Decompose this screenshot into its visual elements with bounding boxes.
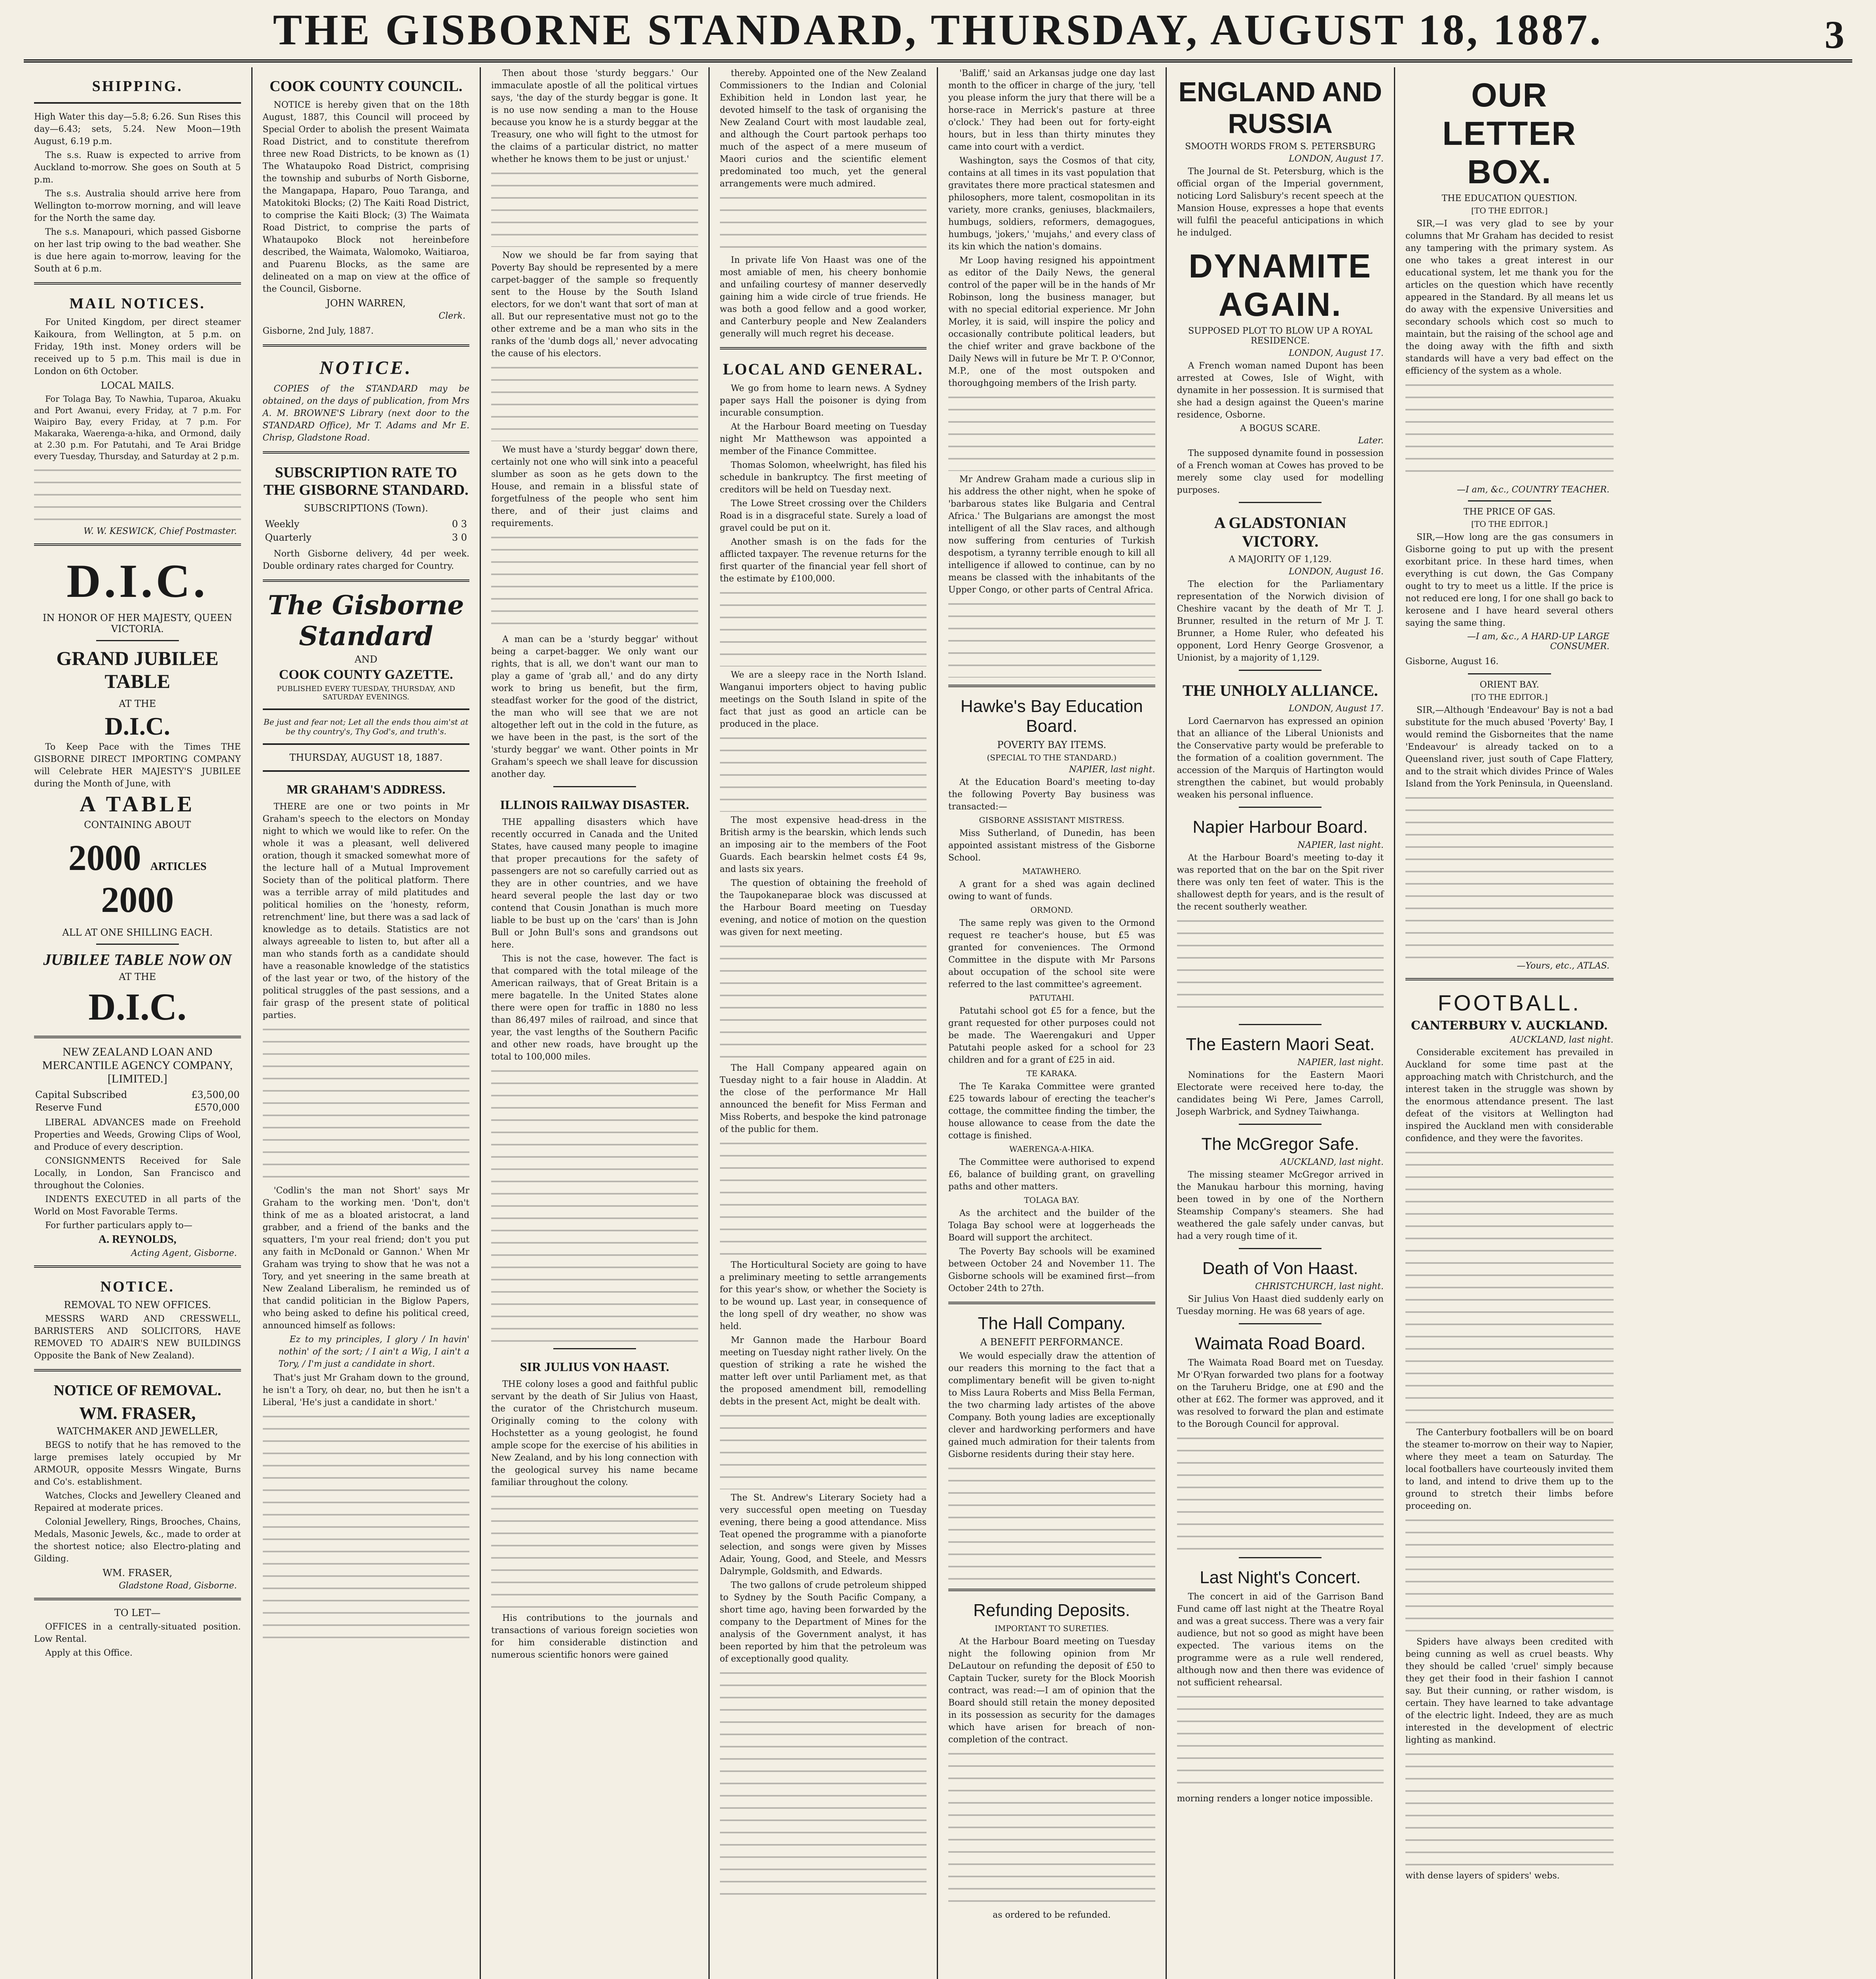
article-paragraph: Washington, says the Cosmos of that city, contains at all times in its vast population that gravitates there more practical statesmen and philosophers, more talent, cosmopolitan in its variety, more cranks, geniuses, blackmailers, humbugs, soldiers, reformers, demagogues, humbugs, 'jokers,' 'mujahs,' and every class of its kin which the nation's domains.: [948, 156, 1155, 252]
napier-harbour-heading: Napier Harbour Board.: [1192, 817, 1368, 837]
dateline: LONDON, August 16.: [1289, 567, 1384, 577]
orient-heading: ORIENT BAY.: [1479, 680, 1539, 690]
council-date: Gisborne, 2nd July, 1887.: [262, 326, 374, 336]
letter-paragraph: SIR,—Although 'Endeavour' Bay is not a bad substitute for the much abused 'Poverty' Bay, I would remind the Gisborneites that the name 'Endeavour' is already tacked on to a Queensland river, just south of Cape Flattery, and to the strait which divides Prince of Wales Island from the York Peninsula, in Queensland.: [1405, 705, 1614, 789]
dic-footer: D.I.C.: [88, 986, 187, 1028]
dateline: NAPIER, last night.: [1297, 1058, 1384, 1067]
and-label: AND: [354, 654, 378, 665]
letter-box-heading: OUR LETTER BOX.: [1442, 76, 1577, 190]
dateline: Later.: [1358, 436, 1384, 446]
postmaster-signature: W. W. KESWICK, Chief Postmaster.: [84, 526, 237, 536]
article-paragraph: 'Baliff,' said an Arkansas judge one day last month to the officer in charge of the jury, 'tell you please inform the jury that there will be a horse-race in Merrick's pasture at three o'clock.' They had been out for forty-eight hours, but in less than thirty minutes they came into court with a verdict.: [948, 68, 1155, 152]
warren-name: JOHN WARREN,: [326, 298, 406, 309]
weekly-value: 0 3: [452, 518, 467, 530]
dateline: NAPIER, last night.: [1297, 840, 1384, 850]
news-paragraph: At the Harbour Board's meeting to-day it was reported that on the bar on the Spit river there was only ten feet of water. This is the shallowest depth for years, and is the result of the recent southerly weather.: [1177, 853, 1384, 912]
at-the-label: AT THE: [119, 698, 156, 709]
haast-heading: SIR JULIUS VON HAAST.: [520, 1360, 669, 1374]
edu-paragraph: As the architect and the builder of the Tolaga Bay school were at loggerheads the Board will support the architect.: [948, 1208, 1155, 1243]
subscription-label: SUBSCRIPTIONS (Town).: [304, 503, 428, 514]
spiders-paragraph: Spiders have always been credited with being cunning as well as cruel beasts. Why they should be called 'cruel' simply because they get their food in their fashion I cannot say. But their cunning, or rather wisdom, is certain. They have learned to take advantage of the electric light. Indeed, they are as much interested in the development of electric lighting as mankind.: [1405, 1637, 1614, 1745]
edu-paragraph: Patutahi school got £5 for a fence, but the grant requested for other purposes could not be made. The Waerengakuri and Upper Patutahi people asked for a school for 23 children and for a grant of £25 in aid.: [948, 1006, 1155, 1065]
edu-paragraph: The Te Karaka Committee were granted £25 towards labour of erecting the teacher's cottage, the committee finding the timber, the house allowance to cease from the date the cottage is finished.: [948, 1082, 1155, 1141]
shipping-paragraph: The s.s. Manapouri, which passed Gisborne on her last trip owing to the bad weather. She is due here again to-morrow, leaving for the South at 6 p.m.: [34, 227, 241, 274]
section-label: ORMOND.: [1030, 905, 1073, 915]
hawkes-bay-heading: Hawke's Bay Education Board.: [960, 697, 1143, 736]
local-paragraph: We go from home to learn news. A Sydney paper says Hall the poisoner is dying from incurable consumption.: [720, 384, 927, 418]
dic-subheading: D.I.C.: [104, 712, 170, 740]
capital-value: £3,500,00: [191, 1089, 240, 1100]
local-paragraph: Mr Gannon made the Harbour Board meeting on Tuesday night rather lively. On the question of striking a rate he wished the matter left over until Parliament met, as that the proposed amendment bill, remodelling debts in the present Act, might be dealt with.: [720, 1335, 927, 1407]
offices-paragraph: OFFICES in a centrally-situated position. Low Rental.: [34, 1622, 241, 1644]
illinois-heading: ILLINOIS RAILWAY DISASTER.: [500, 798, 689, 812]
masthead: [24, 0, 1852, 63]
special-label: (SPECIAL TO THE STANDARD.): [987, 753, 1117, 762]
local-paragraph: We are a sleepy race in the North Island. Wanganui importers object to having public meetings on the South Island in spite of the fact that just as good an article can be produced in the place.: [720, 670, 927, 729]
letter-signature: —I am, &c., COUNTRY TEACHER.: [1456, 485, 1610, 495]
dateline: AUCKLAND, last night.: [1280, 1157, 1384, 1167]
council-heading: COOK COUNTY COUNCIL.: [270, 78, 463, 95]
hall-company-heading: The Hall Company.: [978, 1314, 1126, 1333]
to-editor-label: [TO THE EDITOR.]: [1471, 692, 1548, 702]
shipping-text: High Water this day—5.8; 6.26. Sun Rises this day—6.43; sets, 5.24. New Moon—19th August, 6.19 p.m.: [34, 112, 241, 146]
graham-paragraph: That's just Mr Graham down to the ground, he isn't a Tory, oh dear, no, but then he isn't a Liberal, 'He's just a candidate in short.': [262, 1373, 469, 1407]
notice-removal-heading: NOTICE OF REMOVAL.: [53, 1382, 221, 1399]
further-paragraph: For further particulars apply to—: [45, 1221, 193, 1231]
unholy-heading: THE UNHOLY ALLIANCE.: [1182, 682, 1378, 699]
mail-paragraph: For United Kingdom, per direct steamer Kaikoura, from Wellington, at 5 p.m. on Friday, 19th inst. Money orders will be received up to 5 p.m. This mail is due in London on 6th October.: [34, 317, 241, 376]
to-editor-label: [TO THE EDITOR.]: [1471, 206, 1548, 215]
north-delivery: North Gisborne delivery, 4d per week. Double ordinary rates charged for Country.: [262, 549, 469, 571]
dic-heading: D.I.C.: [66, 555, 209, 607]
table-heading: A TABLE: [80, 792, 196, 817]
news-paragraph: The Journal de St. Petersburg, which is the official organ of the Imperial government, noticing Lord Salisbury's recent speech at the Mansion House, expresses a hope that events will fulfil the peaceful anticipations in which he indulged.: [1177, 167, 1384, 238]
refund-end: as ordered to be refunded.: [993, 1910, 1111, 1920]
published-line: PUBLISHED EVERY TUESDAY, THURSDAY, AND SATURDAY EVENINGS.: [277, 685, 455, 701]
local-paragraph: The two gallons of crude petroleum shipped to Sydney by the South Pacific Company, a short time ago, having been forwarded by the company to the Department of Mines for the analysis of the Government analyst, it has been reported by him that the petroleum was of exceptionally good quality.: [720, 1580, 927, 1664]
letter-paragraph: SIR,—How long are the gas consumers in Gisborne going to put up with the present exorbitant price. In these hard times, when everything is cut down, the Gas Company ought to try to meet us a little. If the price is not reduced ere long, I for one shall go back to kerosene and I have heard several others saying the same thing.: [1405, 532, 1614, 628]
article-paragraph: We must have a 'sturdy beggar' down there, certainly not one who will sink into a peaceful slumber as soon as he gets down to the House, and remain in a blissful state of forgetfulness of the people who sent him there, and of their just claims and requirements.: [491, 445, 698, 528]
refund-heading: Refunding Deposits.: [973, 1601, 1130, 1620]
capital-table: [34, 1088, 241, 1114]
watches-paragraph: Watches, Clocks and Jewellery Cleaned and Repaired at moderate prices.: [34, 1491, 241, 1513]
letter-paragraph: SIR,—I was very glad to see by your columns that Mr Graham has decided to resist any tampering with the primary system. As one who takes a great interest in our educational system, let me thank you for the articles on the question which have recently appeared in the Standard. By all means let us do away with the expensive Universities and secondary schools which cost so much to maintain, but the raising of the school age and the doing away with the fifth and sixth standards will have a very bad effect on the efficiency of the system as a whole.: [1405, 219, 1614, 376]
edu-paragraph: A grant for a shed was again declined owing to want of funds.: [948, 879, 1155, 902]
messrs-paragraph: MESSRS WARD AND CRESSWELL, BARRISTERS AND SOLICITORS, HAVE REMOVED TO ADAIR'S NEW BUILDINGS Opposite the Bank of New Zealand).: [34, 1314, 241, 1361]
local-paragraph: The most expensive head-dress in the British army is the bearskin, which lends such an imposing air to the members of the Foot Guards. Each bearskin helmet costs £4 9s, and lasts six years.: [720, 815, 927, 874]
clerk-label: Clerk.: [439, 311, 465, 321]
columns: [24, 67, 1852, 1979]
napier-dateline: NAPIER, last night.: [1069, 765, 1155, 775]
poem: Ez to my principles, I glory / In havin' nothin' of the sort; / I ain't a Wig, I ain't a Tory, / I'm just a candidate in short.: [278, 1335, 469, 1369]
column-6: [1167, 67, 1396, 1979]
shipping-paragraph: The s.s. Australia should arrive here from Wellington to-morrow morning, and will leave for the North the same day.: [34, 189, 241, 223]
watchmaker-line: WATCHMAKER AND JEWELLER,: [57, 1426, 218, 1437]
news-paragraph: The election for the Parliamentary representation of the Norwich division of Cheshire vacant by the death of Mr T. J. Brunner, resulted in the return of Mr J. T. Brunner, a Home Ruler, who defeated his opponent, Lord Henry George Grosvenor, a Unionist, by a majority of 1,129.: [1177, 579, 1384, 663]
letter-signature: —Yours, etc., ATLAS.: [1517, 961, 1610, 971]
section-label: WAERENGA-A-HIKA.: [1009, 1144, 1094, 1154]
edu-paragraph: The Poverty Bay schools will be examined between October 24 and November 11. The Gisborne schools will be examined first—from October 24th to 27th.: [948, 1247, 1155, 1293]
local-paragraph: The St. Andrew's Literary Society had a very successful open meeting on Tuesday evening, there being a good attendance. Miss Teat opened the programme with a pianoforte selection, and songs were given by Misses Adair, Young, Good, and Steele, and Messrs Dalrymple, Goldsmith, and Edwards.: [720, 1493, 927, 1576]
illinois-paragraph: THE appalling disasters which have recently occurred in Canada and the United States, have caused many people to imagine that proper precautions for the safety of passengers are not so carefully carried out as they are in other countries, and we have heard several people the last day or two contend that Cousin Jonathan is much more liable to be bust up on the 'cars' than is John Bull or John Bull's sons and grandsons out here.: [491, 817, 698, 950]
waimata-heading: Waimata Road Board.: [1195, 1334, 1366, 1353]
copies-paragraph: COPIES of the STANDARD may be obtained, on the days of publication, from Mrs A. M. BROWNE'S Library (next door to the STANDARD Office), Mr T. Adams and Mr E. Chrisp, Gladstone Road.: [262, 384, 469, 443]
edu-paragraph: Miss Sutherland, of Dunedin, has been appointed assistant mistress of the Gisborne School.: [948, 828, 1155, 863]
local-paragraph: The Horticultural Society are going to have a preliminary meeting to settle arrangements for this year's show, or whether the Society is to be wound up. Last year, in consequence of the long spell of dry weather, no show was held.: [720, 1260, 927, 1331]
concert-heading: Last Night's Concert.: [1200, 1568, 1361, 1587]
section-label: MATAWHERO.: [1022, 866, 1081, 876]
local-paragraph: The Hall Company appeared again on Tuesday night to a fair house in Aladdin. At the close of the performance Mr Hall announced the benefit for Miss Ferman and Miss Roberts, and bespoke the kind patronage of the public for them.: [720, 1063, 927, 1134]
colonial-paragraph: Colonial Jewellery, Rings, Brooches, Chains, Medals, Masonic Jewels, &c., made to order at the shortest notice; also Electro-plating and Gilding.: [34, 1517, 241, 1564]
masthead-title: THE GISBORNE STANDARD, THURSDAY, AUGUST 18, 1887.: [273, 5, 1603, 54]
article-paragraph: Then about those 'sturdy beggars.' Our immaculate apostle of all the political virtues says, 'the day of the sturdy beggar is gone. It is no use now sending a man to the House because you know he is a sturdy beggar at the Treasury, one who will fight to the utmost for the claims of a particular district, no matter whether he knows them to be just or unjust.': [491, 68, 698, 164]
quarterly-value: 3 0: [452, 532, 467, 543]
column-1: [24, 67, 253, 1979]
notice-heading: NOTICE.: [100, 1278, 175, 1295]
edu-paragraph: The Committee were authorised to expend £6, balance of building grant, on gravelling paths and other matters.: [948, 1157, 1155, 1192]
containing-label: CONTAINING ABOUT: [84, 819, 191, 830]
concert-end: morning renders a longer notice impossible.: [1177, 1794, 1373, 1804]
column-4: [710, 67, 938, 1979]
majority-label: A MAJORITY OF 1,129.: [1229, 555, 1332, 564]
subscription-heading: SUBSCRIPTION RATE TO THE GISBORNE STANDARD.: [263, 464, 469, 498]
council-paragraph: NOTICE is hereby given that on the 18th August, 1887, this Council will proceed by Special Order to abolish the present Waimata Road District, and to constitute therefrom three new Road Districts, to be known as (1) The Whataupoko Road District, comprising the township and suburbs of North Gisborne, the Mangapapa, Haparo, Pouo Taranga, and Matokitoki Blocks; (2) The Kaiti Road District, to comprise the Kaiti Block; (3) The Waimata Road District, to comprise the parts of Whataupoko Block not hereinbefore described, the Waimata, Walomoko, Waitiaroa, and Puarenu Blocks, as the same are delineated on a map on view at the office of the Council, Gisborne.: [262, 100, 469, 294]
at-the-label: AT THE: [119, 971, 156, 982]
education-question: THE EDUCATION QUESTION.: [1441, 194, 1577, 203]
maori-seat-heading: The Eastern Maori Seat.: [1186, 1035, 1375, 1054]
indents-paragraph: INDENTS EXECUTED in all parts of the World on Most Favorable Terms.: [34, 1195, 241, 1217]
to-let-label: TO LET—: [114, 1607, 161, 1618]
england-russia-sub: SMOOTH WORDS FROM S. PETERSBURG: [1185, 142, 1376, 152]
notice2-heading: NOTICE.: [319, 357, 413, 378]
shipping-heading: SHIPPING.: [92, 78, 183, 95]
news-paragraph: Nominations for the Eastern Maori Electorate were received here to-day, the candidates being Wi Pere, James Carroll, Joseph Warbrick, and Sydney Taiwhanga.: [1177, 1070, 1384, 1117]
article-paragraph: In private life Von Haast was one of the most amiable of men, his cheery bonhomie and unfailing courtesy of manner deservedly gaining him a wide circle of true friends. He was both a good fellow and a good worker, and Canterbury people and New Zealanders generally will much regret his decease.: [720, 255, 927, 339]
letter-signature: —I am, &c., A HARD-UP LARGE CONSUMER.: [1467, 632, 1610, 651]
news-paragraph: The supposed dynamite found in possession of a French woman at Cowes has proved to be merely some clay used for modelling purposes.: [1177, 448, 1384, 495]
removal-line: REMOVAL TO NEW OFFICES.: [64, 1299, 211, 1310]
football-paragraph: Considerable excitement has prevailed in Auckland for some time past at the approaching match with Christchurch, and the interest taken in the struggle was shown by the enormous attendance present. The last defeat of the visitors at Wellington had inspired the Auckland men with considerable confidence, and they were the favorites.: [1405, 1048, 1614, 1143]
mcgregor-heading: The McGregor Safe.: [1201, 1134, 1360, 1154]
motto: Be just and fear not; Let all the ends thou aim'st at be thy country's, Thy God's, and truth's.: [264, 717, 469, 736]
letter-date: Gisborne, August 16.: [1405, 657, 1499, 667]
haast-paragraph: His contributions to the journals and transactions of various foreign societies won for him considerable distinction and numerous scientific honors were gained: [491, 1613, 698, 1660]
dynamite-sub: SUPPOSED PLOT TO BLOW UP A ROYAL RESIDENCE.: [1188, 326, 1373, 346]
articles-number: 2000: [101, 879, 174, 920]
articles-label: ARTICLES: [150, 860, 207, 873]
reserve-value: £570,000: [194, 1102, 240, 1113]
articles-number: 2000: [68, 838, 141, 878]
refund-subheading: IMPORTANT TO SURETIES.: [995, 1624, 1109, 1633]
news-paragraph: Sir Julius Von Haast died suddenly early on Tuesday morning. He was 68 years of age.: [1177, 1294, 1384, 1316]
reynolds-name: A. REYNOLDS,: [98, 1233, 177, 1246]
column-3: [481, 67, 710, 1979]
article-paragraph: thereby. Appointed one of the New Zealand Commissioners to the Indian and Colonial Exhibition held in London last year, he devoted himself to the task of organising the New Zealand Court with most laudable zeal, and although the Court partook perhaps too much of the aspect of a mere museum of Maori curios and the scientific element predominated too much, yet the general arrangements were much admired.: [720, 68, 927, 189]
gazette-title: COOK COUNTY GAZETTE.: [279, 667, 453, 682]
dateline: CHRISTCHURCH, last night.: [1255, 1282, 1384, 1291]
dynamite-heading: DYNAMITE AGAIN.: [1189, 247, 1372, 323]
date-line: THURSDAY, AUGUST 18, 1887.: [289, 752, 443, 763]
article-paragraph: Now we should be far from saying that Poverty Bay should be represented by a mere carpet-bagger of the sample so frequently sent to the House by the South Island electors, for we don't want that sort of man at all. But our representative must not go to the other extreme and be a man who sits in the ranks of the 'dumb dogs all,' never advocating the cause of his electors.: [491, 251, 698, 359]
match-heading: CANTERBURY V. AUCKLAND.: [1411, 1019, 1608, 1033]
mail-heading: MAIL NOTICES.: [69, 295, 205, 312]
haast-paragraph: THE colony loses a good and faithful public servant by the death of Sir Julius von Haast, the curator of the Christchurch museum. Originally coming to the colony with Hochstetter as a young geologist, he found ample scope for the exercise of his abilities in New Zealand, and by his long connection with the geological survey his name became familiar throughout the colony.: [491, 1379, 698, 1487]
liberal-paragraph: LIBERAL ADVANCES made on Freehold Properties and Weeds, Growing Clips of Wool, and Produce of every description.: [34, 1118, 241, 1152]
graham-paragraph: 'Codlin's the man not Short' says Mr Graham to the working men. 'Don't, don't think of me as a bloated aristocrat, a land grabber, and a friend of the banks and the squatters, I'm your real friend; don't you put any faith in McDonald or Gannon.' When Mr Graham was trying to show that he was not a Tory, and yet sneering in the same breath at New Zealand Liberalism, he reminded us of that candid politician in the Biglow Papers, who being asked to define his political creed, announced himself as follows:: [262, 1186, 469, 1331]
news-paragraph: A French woman named Dupont has been arrested at Cowes, Isle of Wight, with dynamite in her possession. It is surmised that she had a design against the Queen's marine residence, Osborne.: [1177, 361, 1384, 420]
local-paragraph: The question of obtaining the freehold of the Taupokaneparae block was discussed at the Harbour Board meeting on Tuesday evening, and notice of motion on the question was given for next meeting.: [720, 878, 927, 937]
weekly-label: Weekly: [265, 518, 300, 530]
keep-pace-paragraph: To Keep Pace with the Times THE GISBORNE DIRECT IMPORTING COMPANY will Celebrate HER MAJESTY'S JUBILEE during the Month of June, with: [34, 742, 241, 789]
graham-paragraph: THERE are one or two points in Mr Graham's speech to the electors on Monday night to which we would like to refer. On the whole it was a pleasant, well delivered oration, though it smacked somewhat more of the lecture hall of a Mutual Improvement Society than of the political platform. There was a terrible array of mild platitudes and political homilies on the 'honesty, reform, retrenchment' line, but there was a sad lack of knowledge as to details. Statistics are not always agreeable to listen to, but after all a man who stands forth as a candidate should have a reasonable knowledge of the statistics of the last year or two, of the history of the political struggles of the past sessions, and a fair grasp of the present state of political parties.: [262, 802, 469, 1020]
news-paragraph: The concert in aid of the Garrison Band Fund came off last night at the Theatre Royal and was a great success. There was a very fair audience, but not so good as might have been expected. The various items on the programme were as a rule well rendered, although now and then there was evidence of not sufficient rehearsal.: [1177, 1592, 1384, 1688]
fraser-paragraph: BEGS to notify that he has removed to the large premises lately occupied by Mr ARMOUR, opposite Messrs Wingate, Burns and Co's. establishment.: [34, 1440, 241, 1487]
page-number: 3: [1825, 13, 1844, 57]
shipping-paragraph: The s.s. Ruaw is expected to arrive from Auckland to-morrow. She goes on South at 5 p.m.: [34, 150, 241, 185]
edu-paragraph: At the Education Board's meeting to-day the following Poverty Bay business was transacted:—: [948, 777, 1155, 812]
benefit-heading: A BENEFIT PERFORMANCE.: [980, 1337, 1123, 1348]
mail-list: For Tolaga Bay, To Nawhia, Tuparoa, Akuaku and Port Awanui, every Friday, at 7 p.m. For Waipiro Bay, every Friday, at 7 p.m. For Makaraka, Waerenga-a-hika, and Ormond, daily at 2.30 p.m. For Patutahi, and Te Arai Bridge every Tuesday, Thursday, and Saturday at 2 p.m.: [34, 394, 241, 461]
england-russia-heading: ENGLAND AND RUSSIA: [1178, 76, 1382, 139]
news-paragraph: The missing steamer McGregor arrived in the Manukau harbour this morning, having been towed in by one of the Northern Steamship Company's steamers. She had weathered the gale safely under canvas, but had a very rough time of it.: [1177, 1170, 1384, 1241]
football-heading: FOOTBALL.: [1437, 990, 1581, 1015]
reserve-label: Reserve Fund: [35, 1102, 102, 1113]
refund-paragraph: At the Harbour Board meeting on Tuesday night the following opinion from Mr DeLautour on refunding the deposit of £50 to Captain Tucker, surety for the Block Moorish contract, was read:—I am of opinion that the Board should still retain the money deposited in its possession as security for the damages which have arisen for breach of non-completion of the contract.: [948, 1637, 1155, 1745]
honour-line: IN HONOR OF HER MAJESTY, QUEEN VICTORIA.: [42, 612, 232, 634]
apply-line: Apply at this Office.: [45, 1648, 133, 1658]
acting-agent: Acting Agent, Gisborne.: [131, 1248, 237, 1258]
news-paragraph: The Waimata Road Board met on Tuesday. Mr O'Ryan forwarded two plans for a footway on the Taruheru Bridge, one at £90 and the other at £62. The former was approved, and it was resolved to forward the plan and estimate to the Borough Council for approval.: [1177, 1358, 1384, 1429]
scare-label: A BOGUS SCARE.: [1240, 424, 1321, 433]
quarterly-label: Quarterly: [265, 532, 311, 543]
article-paragraph: A man can be a 'sturdy beggar' without being a carpet-bagger. We only want our rights, that is all, we don't want our man to play a game of 'grab all,' and do any dirty work to bring us benefit, but the firm, steadfast worker for the good of the district, the man who will see that we are not altogether left out in the cold in the future, as we have been in the past, is the sort of the 'sturdy beggar' we want. Other points in Mr Graham's speech we shall leave for discussion another day.: [491, 634, 698, 779]
section-label: TE KARAKA.: [1026, 1069, 1077, 1078]
local-paragraph: Another smash is on the fads for the afflicted taxpayer. The revenue returns for the first quarter of the financial year fell short of the estimate by £100,000.: [720, 537, 927, 584]
hall-paragraph: We would especially draw the attention of our readers this morning to the fact that a complimentary benefit will be given to-night to Miss Laura Roberts and Miss Bella Ferman, the two charming lady artistes of the above Company. Both young ladies are exceptionally clever and hardworking performers and have gained much admiration for their talents from Gisborne residents during their stay here.: [948, 1351, 1155, 1459]
haast-death-heading: Death of Von Haast.: [1202, 1259, 1358, 1278]
subscription-table: [263, 517, 470, 545]
section-label: GISBORNE ASSISTANT MISTRESS.: [979, 815, 1124, 825]
local-general-heading: LOCAL AND GENERAL.: [723, 360, 923, 378]
gladstonian-heading: A GLADSTONIAN VICTORY.: [1214, 514, 1346, 550]
section-label: PATUTAHI.: [1029, 993, 1075, 1003]
spiders-end: with dense layers of spiders' webs.: [1405, 1871, 1560, 1881]
illinois-paragraph: This is not the case, however. The fact is that compared with the total mileage of the American railways, that of Great Britain is a mere bagatelle. In the United States alone there were open for traffic in 1880 no less than 86,497 miles of railroad, and since that year, the vast lengths of the Southern Pacific and other new roads, have brought up the total to 100,000 miles.: [491, 954, 698, 1062]
dateline: AUCKLAND, last night.: [1510, 1035, 1614, 1045]
news-paragraph: Lord Caernarvon has expressed an opinion that an alliance of the Liberal Unionists and the Conservative party would be preferable to the formation of a coalition government. The accession of the Marquis of Hartington would strengthen the cabinet, but would probably weaken his personal influence.: [1177, 716, 1384, 800]
local-paragraph: The Lowe Street crossing over the Childers Road is in a disgraceful state. Surely a load of gravel could be put on it.: [720, 499, 927, 533]
fraser-signature: WM. FRASER,: [103, 1567, 173, 1578]
section-label: TOLAGA BAY.: [1024, 1195, 1080, 1205]
article-paragraph: Mr Andrew Graham made a curious slip in his address the other night, when he spoke of 'barbarous states like Bulgaria and Central Africa.' The Bulgarians are amongst the most intelligent of all the Slav races, and although now suffering from centuries of Turkish despotism, a tyranny terrible enough to kill all intelligence if allowed to continue, can by no means be classed with the inhabitants of the Upper Congo, or other parts of Central Africa.: [948, 475, 1155, 595]
dateline: LONDON, August 17.: [1289, 154, 1384, 164]
dateline: LONDON, August 17.: [1289, 704, 1384, 714]
poverty-bay-heading: POVERTY BAY ITEMS.: [997, 739, 1107, 750]
consign-paragraph: CONSIGNMENTS Received for Sale Locally, in London, San Francisco and throughout the Colonies.: [34, 1156, 241, 1191]
column-2: [253, 67, 481, 1979]
article-paragraph: Mr Loop having resigned his appointment as editor of the Daily News, the general control of the paper will be in the hands of Mr Robinson, long the business manager, but with no special editorial experience. Mr John Morley, it is said, will inspire the policy and occasionally contribute political leaders, but the chief writer and grave backbone of the Daily News will in future be Mr T. P. O'Connor, M.P., one of the most outspoken and thoroughgoing members of the Irish party.: [948, 256, 1155, 388]
edu-paragraph: The same reply was given to the Ormond request re teacher's house, but £5 was granted for conveniences. The Ormond Committee in the dispute with Mr Parsons about occupation of the school site were referred to the last committee's agreement.: [948, 918, 1155, 990]
articles-count: [34, 837, 241, 921]
fraser-address: Gladstone Road, Gisborne.: [119, 1581, 237, 1591]
graham-heading: MR GRAHAM'S ADDRESS.: [287, 782, 446, 796]
football-paragraph: The Canterbury footballers will be on board the steamer to-morrow on their way to Napier, where they meet a team on Saturday. The local footballers have courteously invited them to land, and intend to drive them up to the ground to stretch their limbs before proceeding on.: [1405, 1428, 1614, 1511]
to-editor-label: [TO THE EDITOR.]: [1471, 519, 1548, 529]
capital-label: Capital Subscribed: [35, 1089, 127, 1100]
local-paragraph: Thomas Solomon, wheelwright, has filed his schedule in bankruptcy. The first meeting of creditors will be held on Tuesday next.: [720, 460, 927, 495]
local-mails-label: LOCAL MAILS.: [101, 380, 174, 391]
column-7: [1395, 67, 1624, 1979]
grand-jubilee-heading: GRAND JUBILEE TABLE: [56, 647, 219, 692]
paper-title: The Gisborne Standard: [268, 590, 464, 651]
fraser-name: WM. FRASER,: [79, 1404, 196, 1423]
dateline: LONDON, August 17.: [1289, 348, 1384, 358]
local-paragraph: At the Harbour Board meeting on Tuesday night Mr Matthewson was appointed a member of the Finance Committee.: [720, 422, 927, 456]
shilling-line: ALL AT ONE SHILLING EACH.: [62, 927, 213, 938]
column-5: [938, 67, 1167, 1979]
gas-heading: THE PRICE OF GAS.: [1463, 507, 1555, 517]
jubilee-now-on: JUBILEE TABLE NOW ON: [43, 951, 232, 969]
nz-loan-heading: NEW ZEALAND LOAN AND MERCANTILE AGENCY COMPANY, [LIMITED.]: [42, 1045, 233, 1085]
